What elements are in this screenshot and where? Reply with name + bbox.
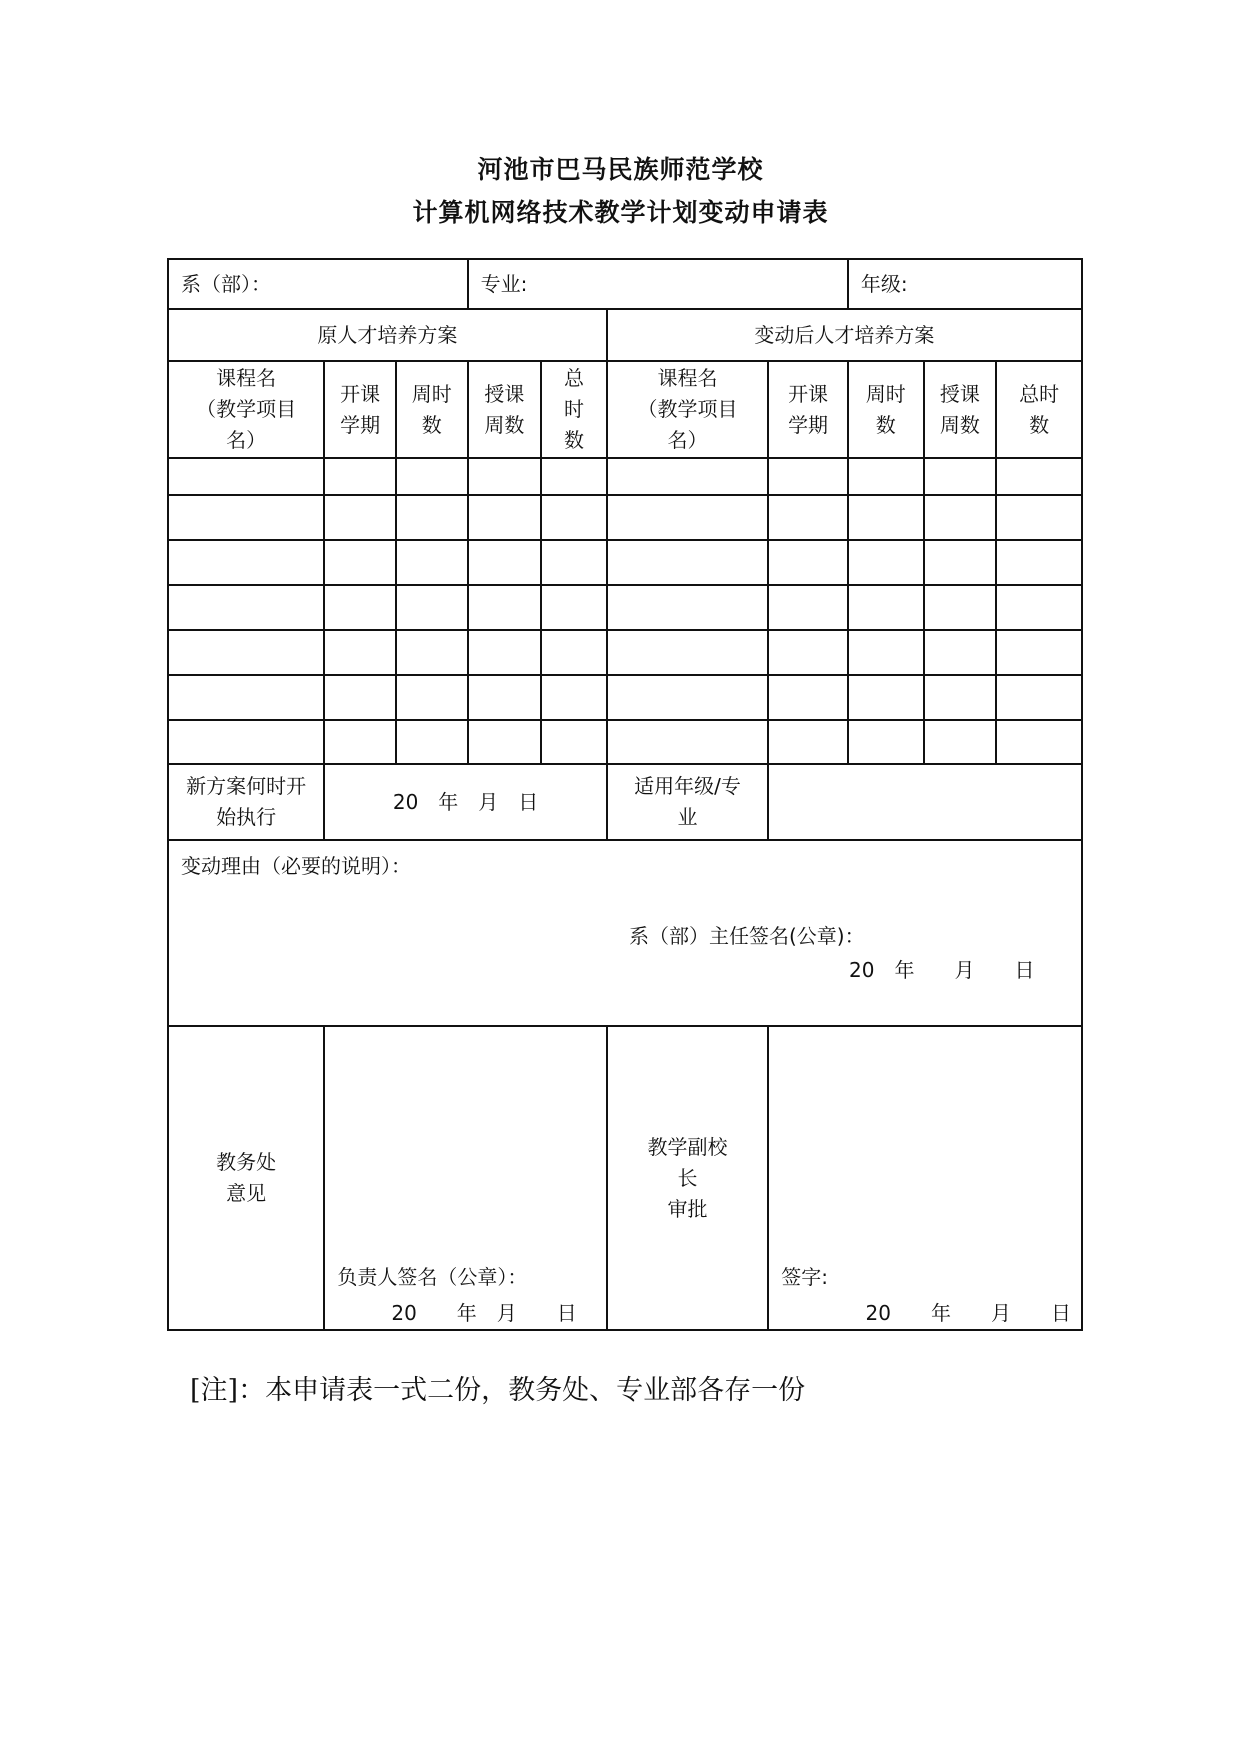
table-cell[interactable] — [607, 495, 768, 540]
table-cell[interactable] — [996, 630, 1082, 675]
table-cell[interactable] — [168, 630, 324, 675]
table-cell[interactable] — [168, 495, 324, 540]
footnote: [注]：本申请表一式二份，教务处、专业部各存一份 — [190, 1375, 806, 1406]
table-cell[interactable] — [168, 585, 324, 630]
weekly-hours-header: 周时 数 — [396, 361, 468, 458]
table-row — [168, 540, 1082, 585]
table-cell[interactable] — [848, 720, 924, 764]
table-cell[interactable] — [396, 675, 468, 720]
table-cell[interactable] — [396, 495, 468, 540]
table-cell[interactable] — [924, 458, 997, 495]
table-row — [168, 495, 1082, 540]
table-cell[interactable] — [168, 675, 324, 720]
dept-head-signature-label: 系（部）主任签名(公章)： — [629, 924, 865, 948]
table-cell[interactable] — [607, 720, 768, 764]
vp-signature-label: 签字: — [781, 1265, 828, 1289]
vice-principal-label: 教学副校 长 审批 — [607, 1026, 768, 1330]
table-cell[interactable] — [168, 540, 324, 585]
start-label: 新方案何时开 始执行 — [168, 764, 324, 840]
original-plan-header: 原人才培养方案 — [168, 309, 607, 361]
reason-label: 变动理由（必要的说明）： — [181, 854, 411, 878]
course-header: 课程名 （教学项目 名） — [168, 361, 324, 458]
table-row — [168, 630, 1082, 675]
reason-row — [168, 840, 1082, 1026]
table-cell[interactable] — [768, 495, 848, 540]
table-cell[interactable] — [541, 458, 607, 495]
application-form-table — [167, 258, 1083, 1331]
table-cell[interactable] — [468, 630, 542, 675]
table-cell[interactable] — [848, 675, 924, 720]
section-header-row — [168, 309, 1082, 361]
start-date-field[interactable] — [324, 764, 606, 840]
table-cell[interactable] — [996, 458, 1082, 495]
office-signature-label: 负责人签名（公章）： — [337, 1265, 528, 1289]
table-cell[interactable] — [324, 585, 396, 630]
vp-date: 20 年 月 日 — [865, 1301, 1071, 1325]
table-cell[interactable] — [468, 495, 542, 540]
table-cell[interactable] — [541, 540, 607, 585]
dept-label: 系（部）： — [181, 271, 271, 296]
table-cell[interactable] — [768, 540, 848, 585]
table-cell[interactable] — [924, 540, 997, 585]
table-cell[interactable] — [396, 540, 468, 585]
table-cell[interactable] — [607, 458, 768, 495]
grade-label: 年级: — [860, 271, 908, 296]
table-cell[interactable] — [996, 720, 1082, 764]
table-cell[interactable] — [168, 720, 324, 764]
table-cell[interactable] — [541, 585, 607, 630]
table-cell[interactable] — [996, 540, 1082, 585]
table-cell[interactable] — [848, 458, 924, 495]
table-cell[interactable] — [324, 495, 396, 540]
table-cell[interactable] — [324, 540, 396, 585]
table-cell[interactable] — [768, 585, 848, 630]
table-cell[interactable] — [607, 630, 768, 675]
table-cell[interactable] — [396, 720, 468, 764]
table-cell[interactable] — [768, 458, 848, 495]
info-row — [168, 259, 1082, 309]
term-header-changed: 开课 学期 — [768, 361, 848, 458]
weeks-header-changed: 授课 周数 — [924, 361, 997, 458]
approval-row — [168, 1026, 1082, 1330]
table-cell[interactable] — [396, 585, 468, 630]
academic-office-label: 教务处 意见 — [168, 1026, 324, 1330]
table-cell[interactable] — [924, 720, 997, 764]
table-row — [168, 458, 1082, 495]
table-cell[interactable] — [468, 458, 542, 495]
table-cell[interactable] — [396, 630, 468, 675]
table-cell[interactable] — [768, 675, 848, 720]
table-cell[interactable] — [324, 630, 396, 675]
table-cell[interactable] — [541, 630, 607, 675]
table-cell[interactable] — [924, 630, 997, 675]
office-date: 20 年 月 日 — [391, 1301, 577, 1325]
table-cell[interactable] — [768, 630, 848, 675]
start-date-row — [168, 764, 1082, 840]
vice-principal-approval-field[interactable] — [768, 1026, 1082, 1330]
applicable-label: 适用年级/专 业 — [607, 764, 768, 840]
table-cell[interactable] — [996, 585, 1082, 630]
dept-field[interactable] — [168, 259, 468, 309]
course-header-changed: 课程名 （教学项目 名） — [607, 361, 768, 458]
weeks-header: 授课 周数 — [468, 361, 542, 458]
table-row — [168, 585, 1082, 630]
total-hours-header: 总 时 数 — [541, 361, 607, 458]
table-cell[interactable] — [607, 540, 768, 585]
table-cell[interactable] — [541, 675, 607, 720]
table-cell[interactable] — [324, 675, 396, 720]
major-label: 专业: — [480, 271, 528, 296]
table-cell[interactable] — [541, 495, 607, 540]
table-cell[interactable] — [848, 585, 924, 630]
grade-field[interactable] — [848, 259, 1082, 309]
table-row — [168, 675, 1082, 720]
table-cell[interactable] — [924, 675, 997, 720]
table-cell[interactable] — [324, 458, 396, 495]
table-cell[interactable] — [996, 495, 1082, 540]
reason-field[interactable] — [168, 840, 1082, 1026]
table-cell[interactable] — [468, 720, 542, 764]
table-cell[interactable] — [924, 585, 997, 630]
table-cell[interactable] — [768, 720, 848, 764]
table-cell[interactable] — [848, 630, 924, 675]
table-cell[interactable] — [541, 720, 607, 764]
start-date: 20 年 月 日 — [392, 789, 539, 814]
changed-plan-header: 变动后人才培养方案 — [607, 309, 1082, 361]
school-name: 河池市巴马民族师范学校 — [477, 155, 764, 184]
table-cell[interactable] — [468, 540, 542, 585]
table-cell[interactable] — [468, 585, 542, 630]
major-field[interactable] — [468, 259, 848, 309]
table-cell[interactable] — [848, 540, 924, 585]
column-header-row — [168, 361, 1082, 458]
table-cell[interactable] — [324, 720, 396, 764]
applicable-field[interactable] — [768, 764, 1082, 840]
table-cell[interactable] — [168, 458, 324, 495]
table-cell[interactable] — [607, 675, 768, 720]
table-cell[interactable] — [924, 495, 997, 540]
table-cell[interactable] — [848, 495, 924, 540]
reason-date: 20 年 月 日 — [849, 958, 1035, 982]
table-row — [168, 720, 1082, 764]
academic-office-opinion-field[interactable] — [324, 1026, 606, 1330]
total-hours-header-changed: 总时 数 — [996, 361, 1082, 458]
form-title: 计算机网络技术教学计划变动申请表 — [412, 198, 829, 227]
table-cell[interactable] — [996, 675, 1082, 720]
term-header: 开课 学期 — [324, 361, 396, 458]
table-cell[interactable] — [607, 585, 768, 630]
weekly-hours-header-changed: 周时 数 — [848, 361, 924, 458]
table-cell[interactable] — [468, 675, 542, 720]
table-cell[interactable] — [396, 458, 468, 495]
